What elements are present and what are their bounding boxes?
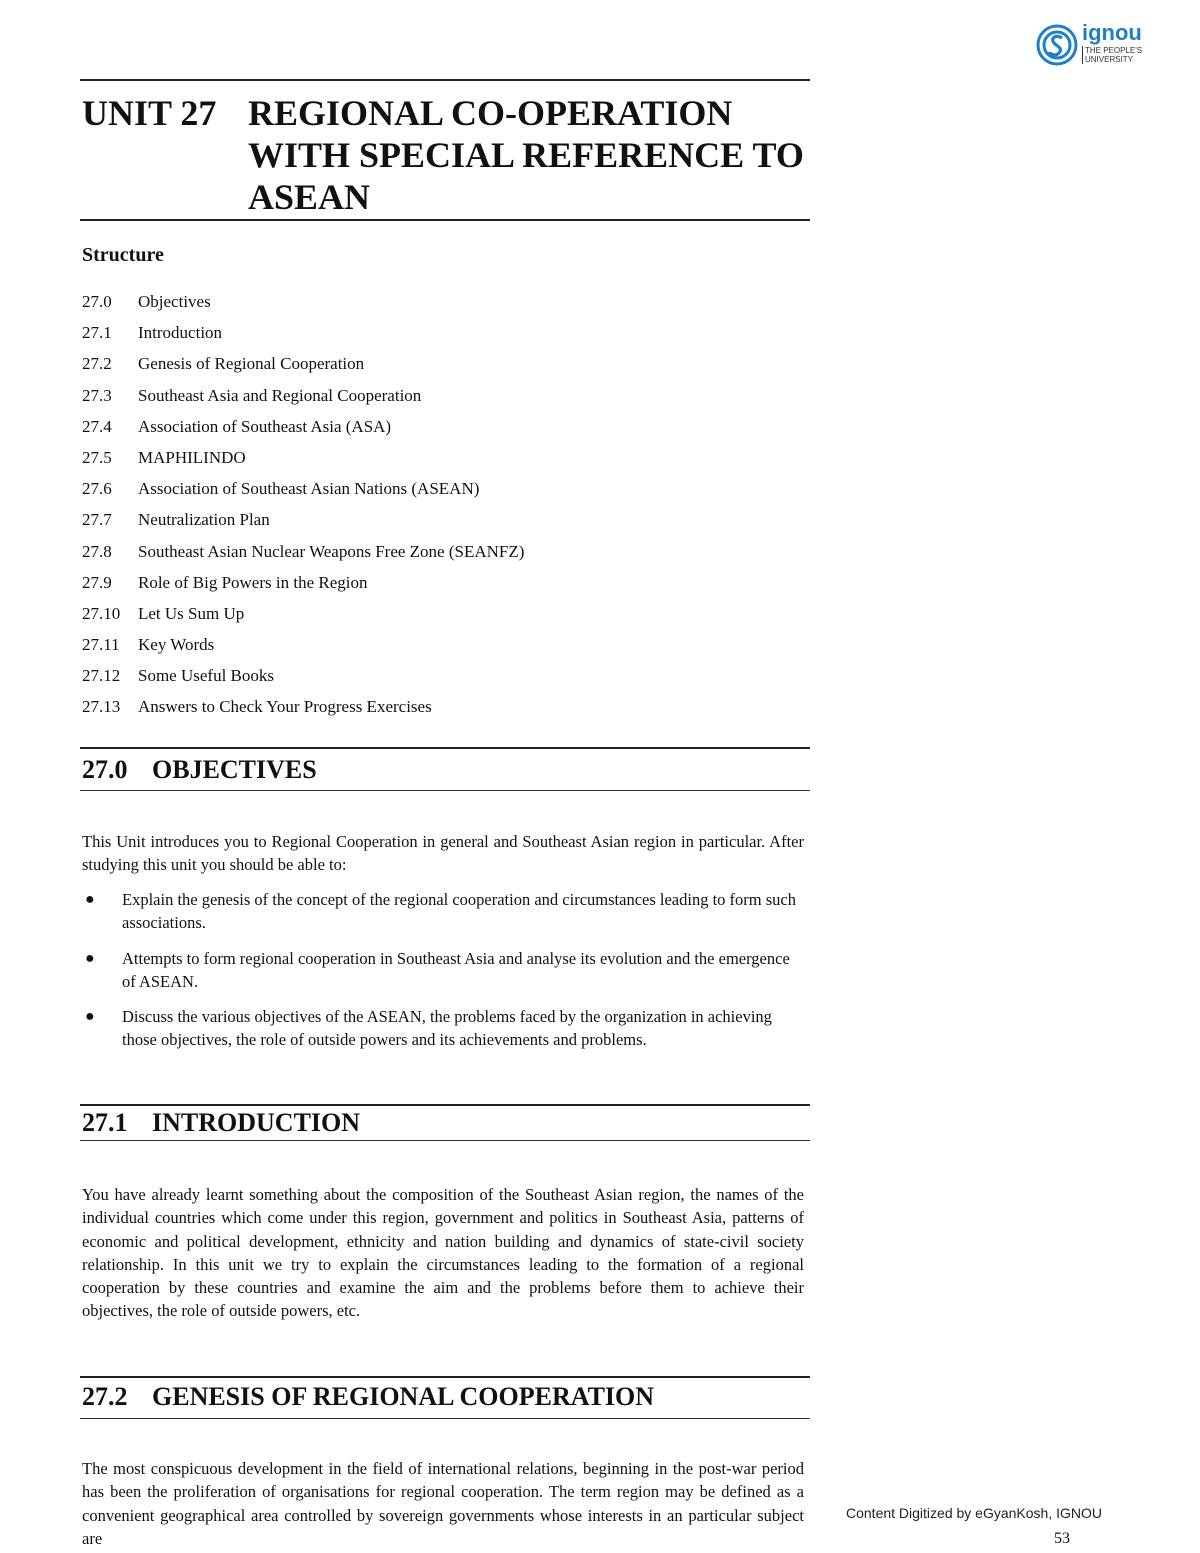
title-top-rule <box>80 79 810 81</box>
list-item <box>82 888 804 935</box>
bullet-icon: ● <box>85 949 95 967</box>
toc-item-label: Role of Big Powers in the Region <box>138 572 368 592</box>
toc-item <box>82 666 524 697</box>
list-item <box>82 947 804 994</box>
logo-tagline-line2: UNIVERSITY <box>1085 55 1134 64</box>
toc-item-label: Objectives <box>138 292 211 311</box>
objectives-intro: This Unit introduces you to Regional Cooperation in general and Southeast Asian region in particular. After studying this unit you should be able to: <box>82 832 804 875</box>
unit-title <box>248 92 828 218</box>
logo-tagline <box>1082 46 1142 64</box>
digitization-credit: Content Digitized by eGyanKosh, IGNOU <box>846 1505 1103 1521</box>
structure-heading: Structure <box>82 244 164 266</box>
toc-item-label: Introduction <box>138 323 223 343</box>
toc-item-number: 27.4 <box>82 416 112 436</box>
unit-title-line3: ASEAN <box>248 177 371 217</box>
toc-item-label: Let Us Sum Up <box>138 603 245 623</box>
toc-item <box>82 354 524 385</box>
toc-item-label: Some Useful Books <box>138 666 274 686</box>
logo-brand: ignou <box>1082 20 1142 45</box>
introduction-top-rule <box>80 1104 810 1106</box>
toc-item-number: 27.5 <box>82 447 112 467</box>
toc-item-number: 27.10 <box>82 603 121 623</box>
toc-item-label: Genesis of Regional Cooperation <box>138 354 365 374</box>
toc-item-number: 27.7 <box>82 510 112 530</box>
toc-item-number: 27.9 <box>82 572 112 592</box>
toc-item-number: 27.2 <box>82 354 112 374</box>
genesis-number: 27.2 <box>82 1382 128 1411</box>
genesis-body: The most conspicuous development in the field of international relations, beginning in the post-war period has been the proliferation of organisations for regional cooperation. The term region may be defined as a convenient geographical area controlled by sovereign governments whose interests in an particular subject are <box>82 1459 804 1548</box>
bullet-icon: ● <box>85 891 95 908</box>
introduction-bottom-rule <box>80 1140 810 1141</box>
genesis-heading <box>82 1382 654 1412</box>
toc-item-label: Key Words <box>138 635 215 655</box>
toc-item <box>82 448 524 479</box>
objectives-bottom-rule <box>80 790 810 791</box>
objectives-list <box>82 888 804 1064</box>
introduction-body: You have already learnt something about the composition of the Southeast Asian region, the names of the individual countries which come under this region, government and politics in Southeast Asia, patterns of economic and political development, ethnicity and nation building and dynamics of state-civil society relationship. In this unit we try to explain the circumstances leading to the formation of a regional cooperation by these countries and examine the aim and the problems before them to achieve their objectives, the role of outside powers, etc. <box>82 1185 804 1321</box>
ignou-emblem-icon <box>1036 24 1078 66</box>
toc-item <box>82 542 524 573</box>
toc-item <box>82 697 524 728</box>
unit-title-line1: REGIONAL CO-OPERATION <box>248 93 733 133</box>
toc-item-number: 27.0 <box>82 292 112 311</box>
toc-item-number: 27.3 <box>82 385 112 405</box>
introduction-heading <box>82 1108 360 1138</box>
toc-item-label: Southeast Asian Nuclear Weapons Free Zone (SEANFZ) <box>138 541 525 561</box>
objectives-heading <box>82 755 317 785</box>
toc-item-number: 27.13 <box>82 697 121 717</box>
toc-item <box>82 604 524 635</box>
toc-item-label: Association of Southeast Asian Nations (ASEAN) <box>138 479 480 499</box>
list-item-text: Discuss the various objectives of the ASEAN, the problems faced by the organization in achieving those objectives, the role of outside powers and its achievements and problems. <box>122 1007 772 1050</box>
bullet-icon: ● <box>85 1008 95 1026</box>
objectives-top-rule <box>80 747 810 749</box>
objectives-number: 27.0 <box>82 755 128 784</box>
toc-item-label: Neutralization Plan <box>138 510 270 530</box>
toc-item-label: Southeast Asia and Regional Cooperation <box>138 385 422 405</box>
toc-item-label: MAPHILINDO <box>138 447 246 467</box>
logo-tagline-line1: THE PEOPLE'S <box>1085 46 1143 55</box>
genesis-top-rule <box>80 1376 810 1378</box>
toc-item <box>82 323 524 354</box>
toc-item <box>82 573 524 604</box>
genesis-title: GENESIS OF REGIONAL COOPERATION <box>152 1382 655 1411</box>
title-bottom-rule <box>80 219 810 221</box>
toc-item <box>82 292 524 323</box>
table-of-contents <box>82 292 524 729</box>
objectives-title: OBJECTIVES <box>152 755 317 784</box>
toc-item-number: 27.12 <box>82 666 121 686</box>
toc-item <box>82 479 524 510</box>
toc-item-number: 27.8 <box>82 541 112 561</box>
list-item-text: Attempts to form regional cooperation in Southeast Asia and analyse its evolution and the emergence of ASEAN. <box>122 948 790 991</box>
toc-item <box>82 417 524 448</box>
genesis-bottom-rule <box>80 1418 810 1419</box>
toc-item-label: Answers to Check Your Progress Exercises <box>138 697 432 717</box>
toc-item <box>82 386 524 417</box>
list-item <box>82 1005 804 1052</box>
page-number: 53 <box>1054 1530 1070 1547</box>
toc-item-number: 27.6 <box>82 479 112 499</box>
toc-item <box>82 635 524 666</box>
introduction-title: INTRODUCTION <box>152 1108 361 1137</box>
list-item-text: Explain the genesis of the concept of the regional cooperation and circumstances leading to form such associations. <box>122 890 796 933</box>
toc-item-number: 27.1 <box>82 323 112 343</box>
toc-item-label: Association of Southeast Asia (ASA) <box>138 416 392 436</box>
introduction-number: 27.1 <box>82 1108 128 1137</box>
ignou-logo <box>1036 22 1146 72</box>
unit-number: UNIT 27 <box>82 93 217 133</box>
toc-item-number: 27.11 <box>82 635 120 655</box>
unit-title-line2: WITH SPECIAL REFERENCE TO <box>248 135 804 175</box>
toc-item <box>82 510 524 541</box>
